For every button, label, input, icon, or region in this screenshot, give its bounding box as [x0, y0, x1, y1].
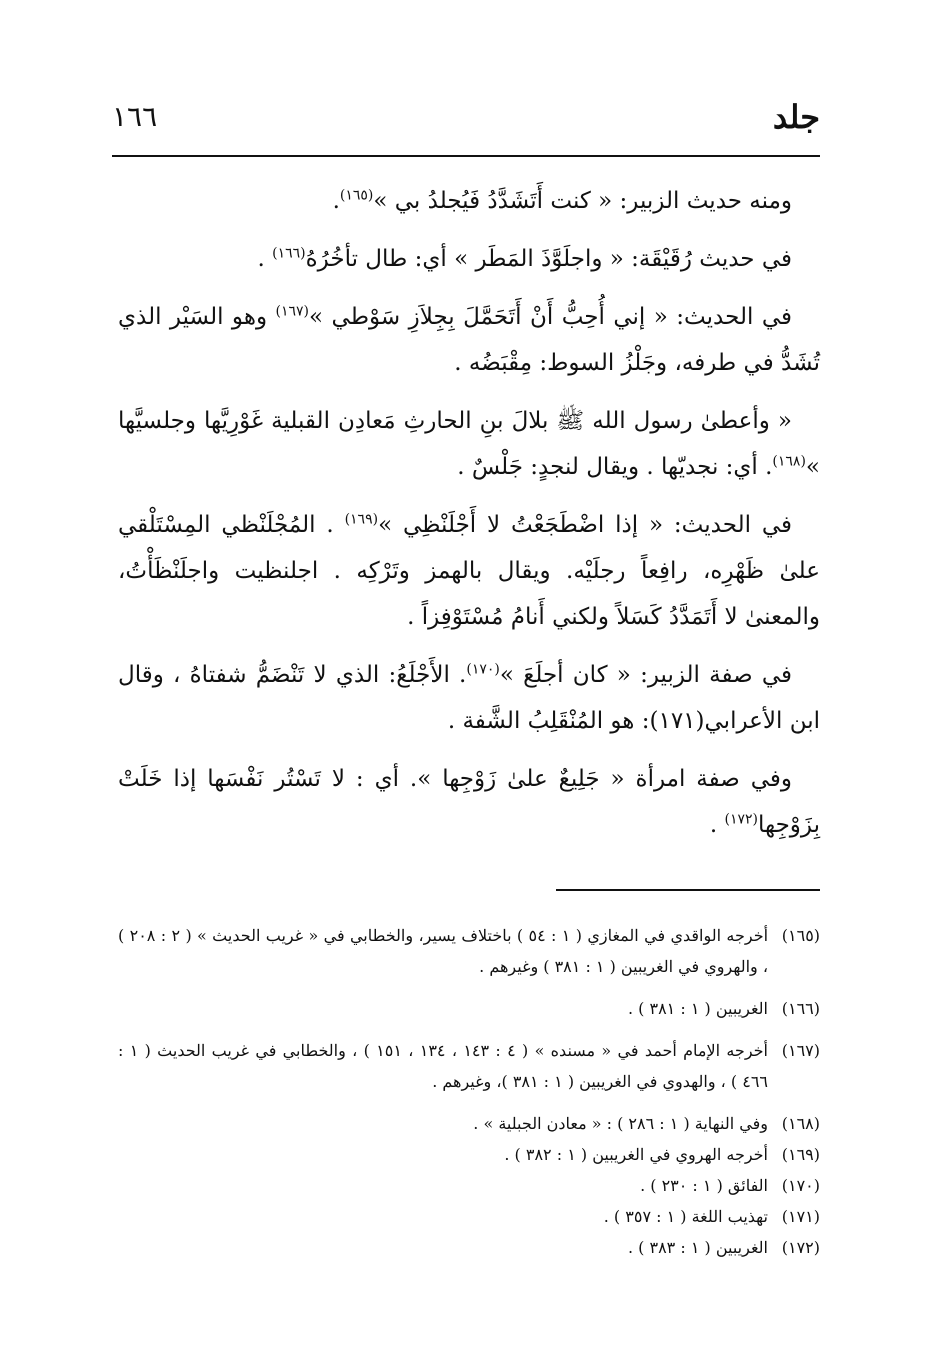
footnote-ref: (١٦٦) [272, 245, 306, 262]
paragraph-tail: . المُجْلَنْظي المِسْتَلْقي علىٰ ظَهْرِه، رافِعاً رجلَيْه. ويقال بالهمز وتَرْكِه . اجلنظيت واجلَنْظَأْتُ، والمعنىٰ لا أَتَمَدَّدُ كَسَلاً ولكني أَنامُ مُسْتَوْفِزاً . [118, 512, 820, 630]
footnotes [118, 920, 820, 1263]
footnote-text: أخرجه الإمام أحمد في « مسنده » ( ٤ : ١٤٣ ، ١٣٤ ، ١٥١ ) ، والخطابي في غريب الحديث ( ١ : ٤٦٦ ) ، والهدوي في الغريبين ( ١ : ٣٨١ )، وغيرهم . [118, 1041, 768, 1091]
paragraph-tail: وهو السَيْر الذي تُشَدُّ في طرفه، وجَلْزُ السوط: مِقْبَضُه . [118, 304, 820, 376]
running-header [112, 98, 820, 146]
paragraph-5 [118, 502, 820, 640]
footnote-166 [118, 993, 820, 1024]
footnote-ref: (١٦٨) [772, 453, 806, 470]
paragraph-1 [118, 178, 820, 224]
footnote-172 [118, 1232, 820, 1263]
paragraph-text: في حديث رُقَيْقَة: « واجلَوَّذَ المَطَر » أي: طال تأخُرُهُ [305, 246, 792, 272]
footnote-separator [556, 889, 820, 891]
footnote-text: الفائق ( ١ : ٢٣٠ ) . [640, 1176, 768, 1195]
paragraph-tail: . [709, 812, 725, 838]
footnote-text: الغريبين ( ١ : ٣٨١ ) . [627, 999, 768, 1018]
footnote-number: (١٦٨) [781, 1114, 820, 1133]
footnote-text: أخرجه الواقدي في المغازي ( ١ : ٥٤ ) باختلاف يسير، والخطابي في « غريب الحديث » ( ٢ : ٢٠٨ ) ، والهروي في الغريبين ( ١ : ٣٨١ ) وغيرهم . [118, 926, 769, 976]
footnote-number: (١٦٦) [781, 999, 820, 1018]
paragraph-text: في الحديث: « إني أُحِبُّ أَنْ أَتَحَمَّلَ بِجِلاَزِ سَوْطي » [309, 304, 792, 330]
footnote-number: (١٦٥) [781, 926, 821, 945]
paragraph-3 [118, 294, 820, 386]
footnote-number: (١٧٠) [781, 1176, 820, 1195]
paragraph-text: في الحديث: « إذا اضْطَجَعْتُ لا أَجْلَنْظِي » [378, 512, 792, 538]
footnote-ref: (١٧٢) [724, 811, 758, 828]
footnote-text: وفي النهاية ( ١ : ٢٨٦ ) : « معادن الجبلية » . [473, 1114, 768, 1133]
footnote-165 [118, 920, 820, 982]
paragraph-tail: . أي: نجديّها . ويقال لنجدٍ: جَلْسٌ . [457, 454, 773, 480]
footnote-number: (١٦٩) [781, 1145, 820, 1164]
paragraph-tail: . الأَجْلَعُ: الذي لا تَنْضَمُّ شفتاهُ ، وقال ابن الأعرابي(١٧١): هو المُنْقَلِبُ الشَّفة . [118, 662, 820, 734]
footnote-number: (١٧١) [781, 1207, 820, 1226]
paragraph-text: في صفة الزبير: « كان أجلَعَ » [499, 662, 792, 688]
paragraph-text: « وأعطىٰ رسول الله ﷺ بلالَ بنِ الحارثِ مَعادِن القبلية غَوْرِيَّها وجلسيَّها » [118, 408, 820, 480]
footnote-ref: (١٦٧) [275, 303, 310, 320]
paragraph-2 [118, 236, 820, 282]
footnote-text: الغريبين ( ١ : ٣٨٣ ) . [627, 1238, 768, 1257]
paragraph-tail: . [332, 188, 340, 214]
header-title: جلد [772, 98, 820, 136]
footnote-text: أخرجه الهروي في الغريبين ( ١ : ٣٨٢ ) . [504, 1145, 768, 1164]
footnote-167 [118, 1035, 820, 1097]
main-text [118, 178, 820, 860]
page-number: ١٦٦ [112, 100, 158, 133]
footnote-168 [118, 1108, 820, 1139]
footnote-ref: (١٧٠) [466, 661, 500, 678]
paragraph-7 [118, 756, 820, 848]
footnote-171 [118, 1201, 820, 1232]
paragraph-text: وفي صفة امرأة « جَلِيعٌ علىٰ زَوْجِها ». أي : لا تَسْتُر نَفْسَها إذا خَلَتْ بِزَوْجِها [118, 766, 820, 838]
footnote-169 [118, 1139, 820, 1170]
footnote-ref: (١٦٩) [344, 511, 379, 528]
paragraph-4 [118, 398, 820, 490]
header-rule [112, 155, 820, 157]
footnote-text: تهذيب اللغة ( ١ : ٣٥٧ ) . [603, 1207, 768, 1226]
footnote-number: (١٦٧) [781, 1041, 820, 1060]
paragraph-tail: . [257, 246, 273, 272]
footnote-ref: (١٦٥) [339, 187, 374, 204]
footnote-170 [118, 1170, 820, 1201]
paragraph-text: ومنه حديث الزبير: « كنت أَتَشَدَّدُ فَيُجلدُ بي » [373, 188, 792, 214]
paragraph-6 [118, 652, 820, 744]
footnote-number: (١٧٢) [781, 1238, 820, 1257]
